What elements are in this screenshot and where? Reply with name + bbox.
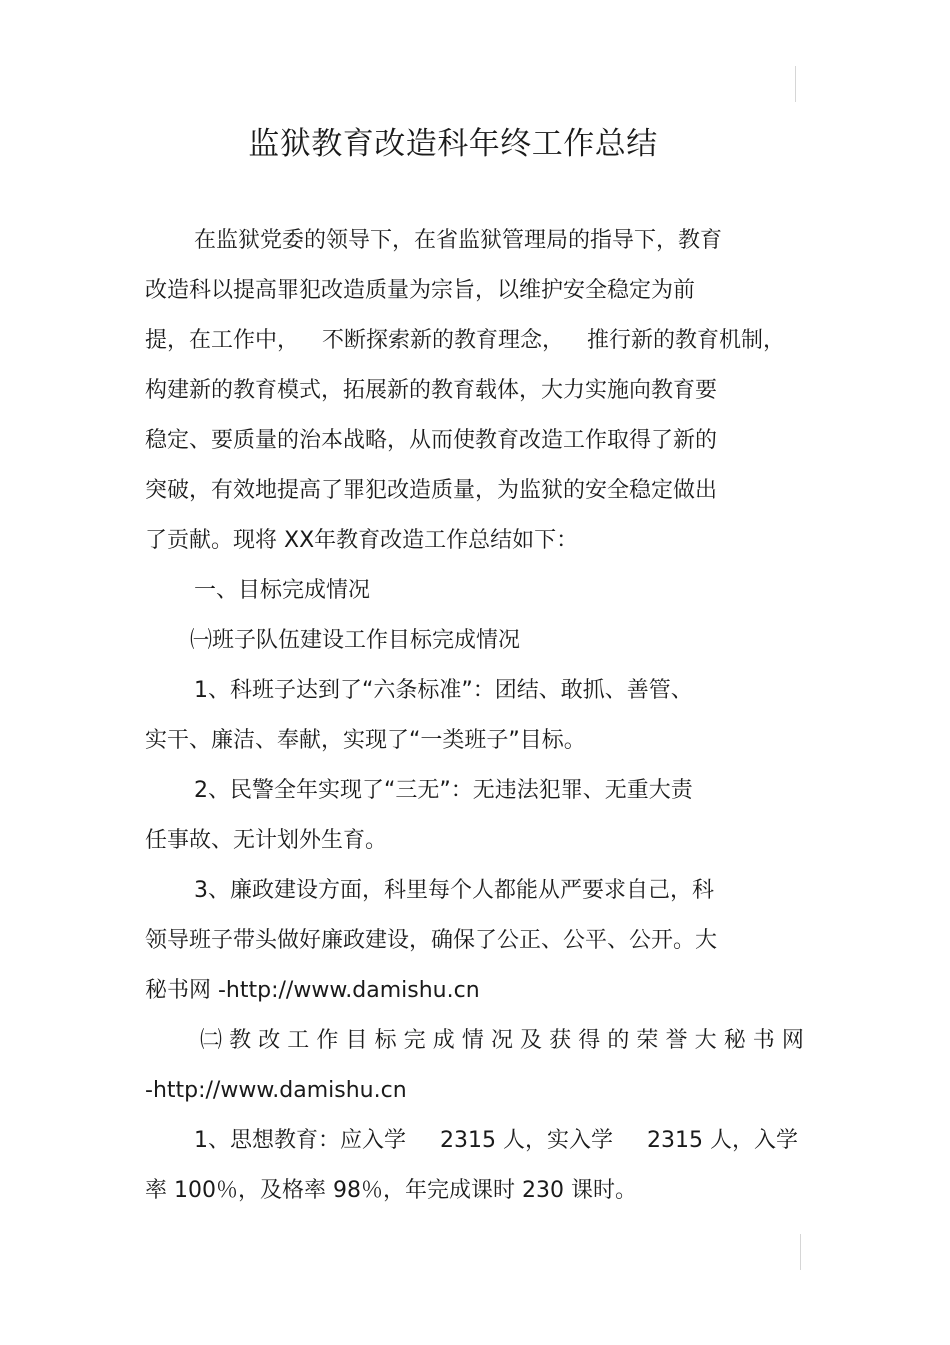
text-segment: 2315 人，入学	[647, 1128, 798, 1153]
text-segment: 获	[549, 1028, 572, 1053]
text-segment: 及	[520, 1028, 543, 1053]
text-segment: 秘	[723, 1028, 746, 1053]
page-edge-mark	[795, 66, 796, 102]
text-segment: ㈡	[200, 1028, 223, 1053]
paragraph-line: -http://www.damishu.cn	[145, 1078, 407, 1103]
paragraph-line: 率 100％，及格率 98％，年完成课时 230 课时。	[145, 1178, 637, 1203]
paragraph-line: 实干、廉洁、奉献，实现了“一类班子”目标。	[145, 728, 586, 753]
text-segment: 荣	[636, 1028, 659, 1053]
paragraph-line: 领导班子带头做好廉政建设，确保了公正、公平、公开。大	[145, 928, 718, 953]
paragraph-line: 任事故、无计划外生育。	[145, 828, 388, 853]
text-segment: 1、思想教育：应入学	[194, 1128, 406, 1153]
paragraph-line: 稳定、要质量的治本战略，从而使教育改造工作取得了新的	[145, 428, 718, 453]
paragraph-line: 3、廉政建设方面，科里每个人都能从严要求自己，科	[194, 878, 714, 903]
paragraph-line: 2、民警全年实现了“三无”：无违法犯罪、无重大责	[194, 778, 693, 803]
text-segment: 工	[287, 1028, 310, 1053]
text-segment: 书	[752, 1028, 775, 1053]
subsection-heading	[200, 1026, 804, 1056]
paragraph-line: 改造科以提高罪犯改造质量为宗旨，以维护安全稳定为前	[145, 278, 696, 303]
paragraph-line: 了贡献。现将 XX年教育改造工作总结如下：	[145, 528, 579, 553]
paragraph-line: 突破，有效地提高了罪犯改造质量，为监狱的安全稳定做出	[145, 478, 718, 503]
text-segment: 成	[432, 1028, 455, 1053]
section-heading: 一、目标完成情况	[194, 578, 371, 603]
paragraph-line: 秘书网 -http://www.damishu.cn	[145, 978, 480, 1003]
paragraph-line	[145, 326, 785, 356]
text-segment: 不断探索新的教育理念，	[321, 328, 564, 353]
text-segment: 大	[694, 1028, 717, 1053]
text-segment: 推行新的教育机制，	[586, 328, 785, 353]
paragraph-line	[194, 1126, 798, 1156]
paragraph-line: 构建新的教育模式，拓展新的教育载体，大力实施向教育要	[145, 378, 718, 403]
paragraph-line: 在监狱党委的领导下，在省监狱管理局的指导下，教育	[194, 228, 723, 253]
text-segment: 提，在工作中，	[145, 328, 300, 353]
paragraph-line: 1、科班子达到了“六条标准”：团结、敢抓、善管、	[194, 678, 693, 703]
text-segment: 完	[403, 1028, 426, 1053]
text-segment: 2315 人，实入学	[440, 1128, 613, 1153]
text-segment: 目	[345, 1028, 368, 1053]
text-segment: 誉	[665, 1028, 688, 1053]
text-segment: 得	[578, 1028, 601, 1053]
text-segment: 的	[607, 1028, 630, 1053]
text-segment: 作	[316, 1028, 339, 1053]
text-segment: 网	[781, 1028, 804, 1053]
text-segment: 况	[490, 1028, 513, 1053]
page-edge-mark	[800, 1234, 801, 1270]
text-segment: 教	[229, 1028, 252, 1053]
text-segment: 改	[258, 1028, 281, 1053]
subsection-heading: ㈠班子队伍建设工作目标完成情况	[190, 628, 521, 653]
document-title: 监狱教育改造科年终工作总结	[248, 126, 658, 162]
text-segment: 情	[461, 1028, 484, 1053]
text-segment: 标	[374, 1028, 397, 1053]
